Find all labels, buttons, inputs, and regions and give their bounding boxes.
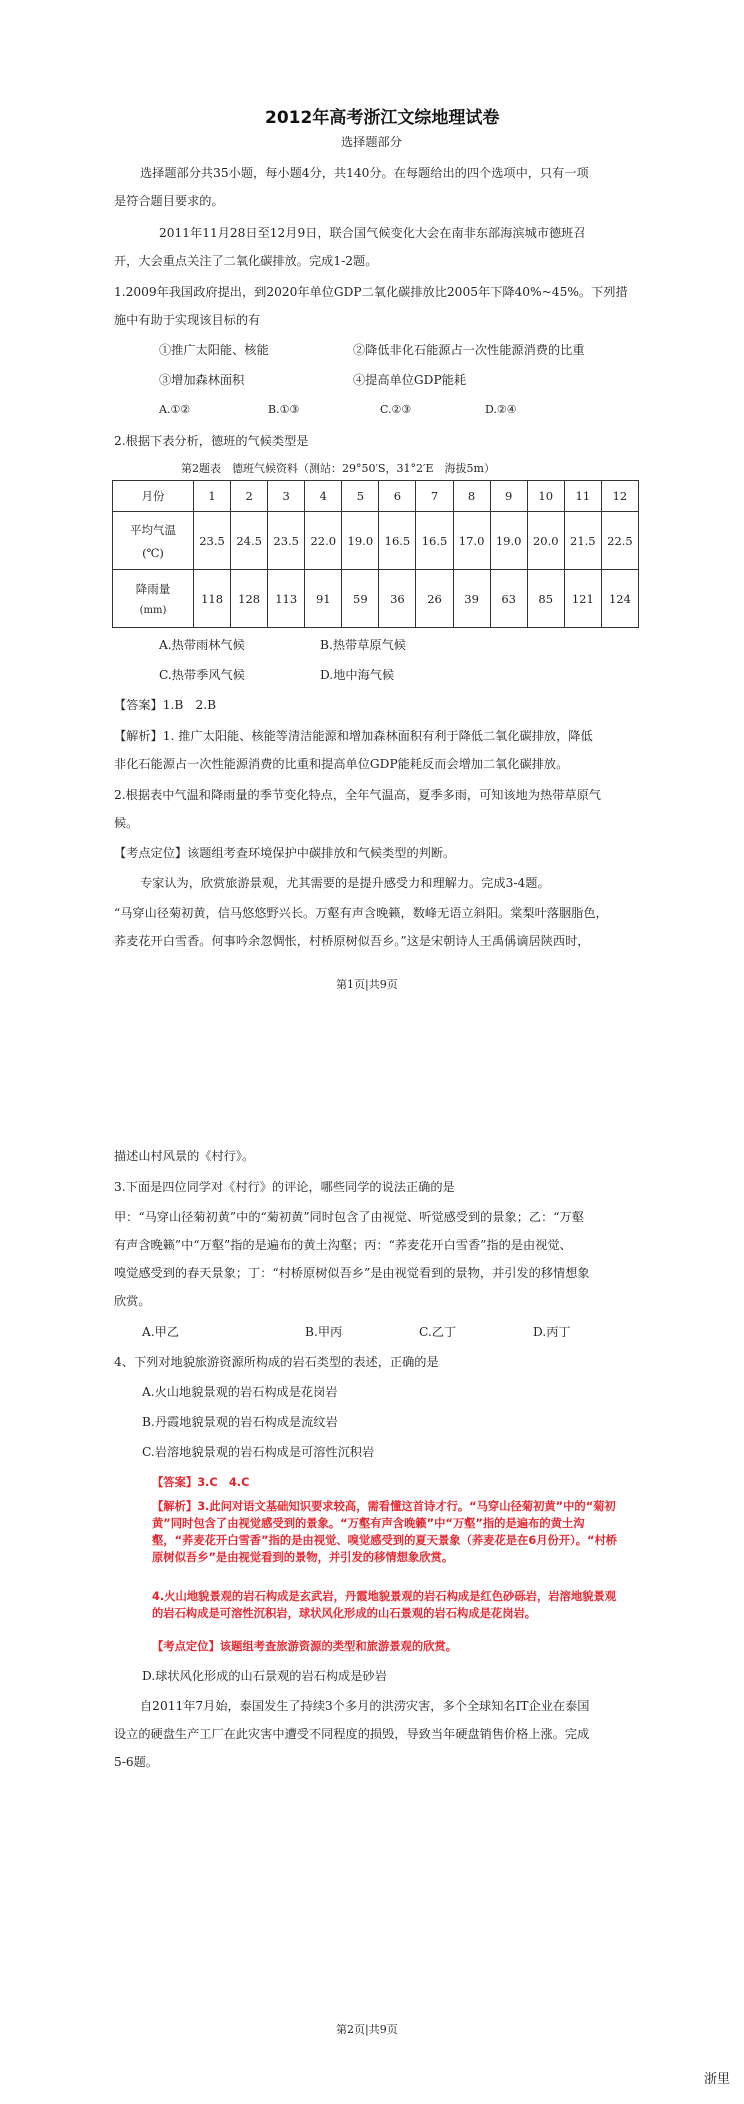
climate-table	[112, 480, 639, 628]
q4-option-c: C.岩溶地貌景观的岩石构成是可溶性沉积岩	[142, 1445, 375, 1459]
background-1-line-1: 2011年11月28日至12月9日，联合国气候变化大会在南非东部海滨城市德班召	[159, 226, 586, 240]
rain-cell: 36	[379, 570, 416, 628]
month-cell: 8	[453, 481, 490, 512]
temp-cell: 23.5	[194, 512, 231, 570]
q1-option-b: B.①③	[268, 403, 300, 416]
poem-line-1: “马穿山径菊初黄，信马悠悠野兴长。万壑有声含晚籁，数峰无语立斜阳。棠梨叶落胭脂色，	[114, 906, 608, 920]
analysis-1-line-1: 【解析】1. 推广太阳能、核能等清洁能源和增加森林面积有利于降低二氧化碳排放，降低	[114, 729, 593, 743]
q3-option-d: D.丙丁	[533, 1325, 571, 1339]
month-cell: 10	[527, 481, 564, 512]
background-1-line-2: 开，大会重点关注了二氧化碳排放。完成1-2题。	[114, 254, 378, 268]
paragraph-5-6-line-2: 设立的硬盘生产工厂在此灾害中遭受不同程度的损毁，导致当年硬盘销售价格上涨。完成	[114, 1727, 590, 1741]
rain-cell: 128	[231, 570, 268, 628]
question-3-line-d: 欣赏。	[114, 1294, 151, 1308]
rain-label: 降雨量	[135, 582, 171, 596]
temp-cell: 22.0	[305, 512, 342, 570]
intro-line-1: 选择题部分共35小题，每小题4分，共140分。在每题给出的四个选项中，只有一项	[140, 166, 589, 180]
temp-header	[113, 512, 194, 570]
rain-cell: 26	[416, 570, 453, 628]
temp-cell: 23.5	[268, 512, 305, 570]
table-caption: 第2题表 德班气候资料（测站：29°50′S，31°2′E 海拔5m）	[181, 462, 495, 475]
q2-option-b: B.热带草原气候	[320, 638, 406, 652]
rain-cell: 113	[268, 570, 305, 628]
rain-header	[113, 570, 194, 628]
question-4: 4、下列对地貌旅游资源所构成的岩石类型的表述，正确的是	[114, 1355, 439, 1369]
month-cell: 5	[342, 481, 379, 512]
red-analysis-4: 4.火山地貌景观的岩石构成是玄武岩，丹霞地貌景观的岩石构成是红色砂砾岩，岩溶地貌景观的岩石构成是可溶性沉积岩，球状风化形成的山石景观的岩石构成是花岗岩。	[152, 1590, 617, 1620]
q2-option-d: D.地中海气候	[320, 668, 395, 682]
temp-cell: 17.0	[453, 512, 490, 570]
rain-cell: 39	[453, 570, 490, 628]
month-cell: 1	[194, 481, 231, 512]
paragraph-5-6-line-3: 5-6题。	[114, 1755, 159, 1769]
temp-cell: 16.5	[416, 512, 453, 570]
month-cell: 6	[379, 481, 416, 512]
page-footer-1: 第1页|共9页	[336, 978, 398, 991]
question-3-line-b: 有声含晚籁”中“万壑”指的是遍布的黄土沟壑；丙：“荞麦花开白雪香”指的是由视觉、	[114, 1238, 572, 1252]
temp-cell: 16.5	[379, 512, 416, 570]
temp-cell: 19.0	[490, 512, 527, 570]
red-analysis-3: 【解析】3.此问对语文基础知识要求较高，需看懂这首诗才行。“马穿山径菊初黄”中的“菊初黄”同时包含了由视觉感受到的景象。“万壑有声含晚籁”中“万壑”指的是遍布的黄土沟壑，“荞麦花开白雪香”指的是由视觉、嗅觉感受到的夏天景象（荞麦花是在6月份开）。“村桥原树似吾乡”是由视觉看到的景物，并引发的移情想象欣赏。	[152, 1500, 618, 1564]
poem-line-2: 荞麦花开白雪香。何事吟余忽惆怅，村桥原树似吾乡。”这是宋朝诗人王禹偁谪居陕西时，	[114, 934, 590, 948]
analysis-1-line-2: 非化石能源占一次性能源消费的比重和提高单位GDP能耗反而会增加二氧化碳排放。	[114, 757, 569, 771]
answer-line: 【答案】1.B 2.B	[114, 698, 217, 712]
month-header: 月份	[113, 481, 194, 512]
q2-option-a: A.热带雨林气候	[159, 638, 245, 652]
question-3-line-c: 嗅觉感受到的春天景象；丁：“村桥原树似吾乡”是由视觉看到的景物，并引发的移情想象	[114, 1266, 590, 1280]
paragraph-3-4: 专家认为，欣赏旅游景观，尤其需要的是提升感受力和理解力。完成3-4题。	[140, 876, 550, 890]
q4-option-b: B.丹霞地貌景观的岩石构成是流纹岩	[142, 1415, 338, 1429]
q3-option-b: B.甲丙	[305, 1325, 343, 1339]
q1-option-c: C.②③	[380, 403, 412, 416]
rain-unit: (mm)	[139, 605, 167, 616]
rain-cell: 63	[490, 570, 527, 628]
intro-line-2: 是符合题目要求的。	[114, 194, 224, 208]
month-cell: 3	[268, 481, 305, 512]
temp-cell: 21.5	[564, 512, 601, 570]
q4-option-a: A.火山地貌景观的岩石构成是花岗岩	[142, 1385, 338, 1399]
paragraph-5-6-line-1: 自2011年7月始，泰国发生了持续3个多月的洪涝灾害，多个全球知名IT企业在泰国	[140, 1699, 590, 1713]
key-point-line: 【考点定位】该题组考查环境保护中碳排放和气候类型的判断。	[114, 846, 456, 860]
month-cell: 12	[601, 481, 638, 512]
q2-option-c: C.热带季风气候	[159, 668, 245, 682]
table-row	[113, 570, 639, 628]
month-cell: 9	[490, 481, 527, 512]
temp-unit: (℃)	[142, 545, 164, 560]
rain-cell: 124	[601, 570, 638, 628]
question-1-line-1: 1.2009年我国政府提出，到2020年单位GDP二氧化碳排放比2005年下降40%~45%。下列措	[114, 285, 628, 299]
page-title: 2012年高考浙江文综地理试卷	[265, 108, 500, 128]
page-footer-2: 第2页|共9页	[336, 2023, 398, 2036]
temp-cell: 24.5	[231, 512, 268, 570]
temp-cell: 22.5	[601, 512, 638, 570]
rain-cell: 121	[564, 570, 601, 628]
red-answer: 【答案】3.C 4.C	[152, 1476, 250, 1489]
q1-option-d: D.②④	[485, 403, 517, 416]
table-row	[113, 512, 639, 570]
red-key-point: 【考点定位】该题组考查旅游资源的类型和旅游景观的欣赏。	[152, 1640, 458, 1653]
q1-option-a: A.①②	[159, 403, 191, 416]
temp-label: 平均气温	[130, 522, 176, 537]
q3-option-c: C.乙丁	[419, 1325, 457, 1339]
month-cell: 4	[305, 481, 342, 512]
q1-statement-3: ③增加森林面积	[159, 373, 245, 387]
rain-cell: 85	[527, 570, 564, 628]
q3-option-a: A.甲乙	[142, 1325, 180, 1339]
question-3: 3.下面是四位同学对《村行》的评论，哪些同学的说法正确的是	[114, 1180, 455, 1194]
rain-cell: 91	[305, 570, 342, 628]
table-row	[113, 481, 639, 512]
month-cell: 2	[231, 481, 268, 512]
q1-statement-1: ①推广太阳能、核能	[159, 343, 269, 357]
analysis-2-line-2: 候。	[114, 816, 139, 830]
question-3-line-a: 甲：“马穿山径菊初黄”中的“菊初黄”同时包含了由视觉、听觉感受到的景象；乙：“万壑	[114, 1210, 584, 1224]
q4-option-d: D.球状风化形成的山石景观的岩石构成是砂岩	[142, 1669, 387, 1683]
analysis-2-line-1: 2.根据表中气温和降雨量的季节变化特点，全年气温高，夏季多雨，可知该地为热带草原气	[114, 788, 601, 802]
temp-cell: 19.0	[342, 512, 379, 570]
q1-statement-2: ②降低非化石能源占一次性能源消费的比重	[353, 343, 585, 357]
corner-mark: 浙里	[704, 2072, 731, 2087]
continuation-line: 描述山村风景的《村行》。	[114, 1149, 255, 1163]
month-cell: 11	[564, 481, 601, 512]
question-1-line-2: 施中有助于实现该目标的有	[114, 313, 261, 327]
q1-statement-4: ④提高单位GDP能耗	[353, 373, 467, 387]
question-2: 2.根据下表分析，德班的气候类型是	[114, 434, 309, 448]
rain-cell: 59	[342, 570, 379, 628]
rain-cell: 118	[194, 570, 231, 628]
temp-cell: 20.0	[527, 512, 564, 570]
month-cell: 7	[416, 481, 453, 512]
section-subtitle: 选择题部分	[341, 135, 402, 149]
